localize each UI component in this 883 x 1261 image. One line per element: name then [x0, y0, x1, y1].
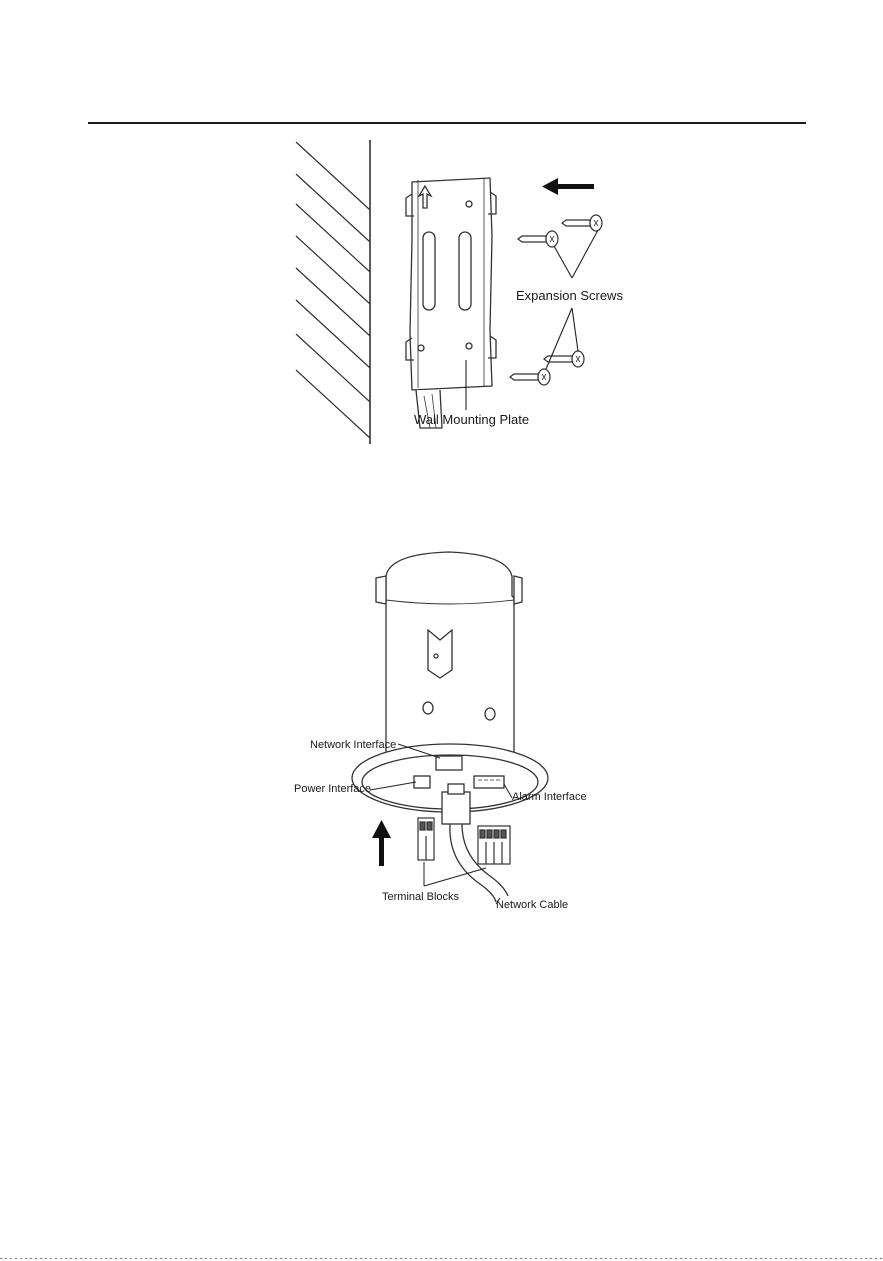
network-interface-label: Network Interface: [310, 739, 397, 751]
wall-mounting-plate-icon: [406, 178, 496, 428]
wall-mount-illustration: [294, 138, 623, 446]
page-bottom-dotted-line: [0, 1258, 883, 1259]
camera-body-icon: [352, 552, 548, 824]
wall-mounting-plate-label: Wall Mounting Plate: [414, 412, 530, 427]
up-arrow-icon: [372, 820, 391, 866]
wall-mount-figure: [294, 138, 623, 446]
left-arrow-icon: [542, 178, 594, 195]
expansion-screws-label: Expansion Screws: [516, 288, 623, 303]
network-cable-label: Network Cable: [496, 899, 569, 911]
camera-interfaces-figure: [290, 546, 612, 912]
header-rule: [88, 122, 806, 124]
camera-interfaces-illustration: [290, 546, 612, 912]
wall-hatch-icon: [296, 140, 370, 444]
power-interface-label: Power Interface: [294, 783, 372, 795]
terminal-blocks-label: Terminal Blocks: [382, 891, 460, 903]
alarm-interface-label: Alarm Interface: [512, 791, 587, 803]
